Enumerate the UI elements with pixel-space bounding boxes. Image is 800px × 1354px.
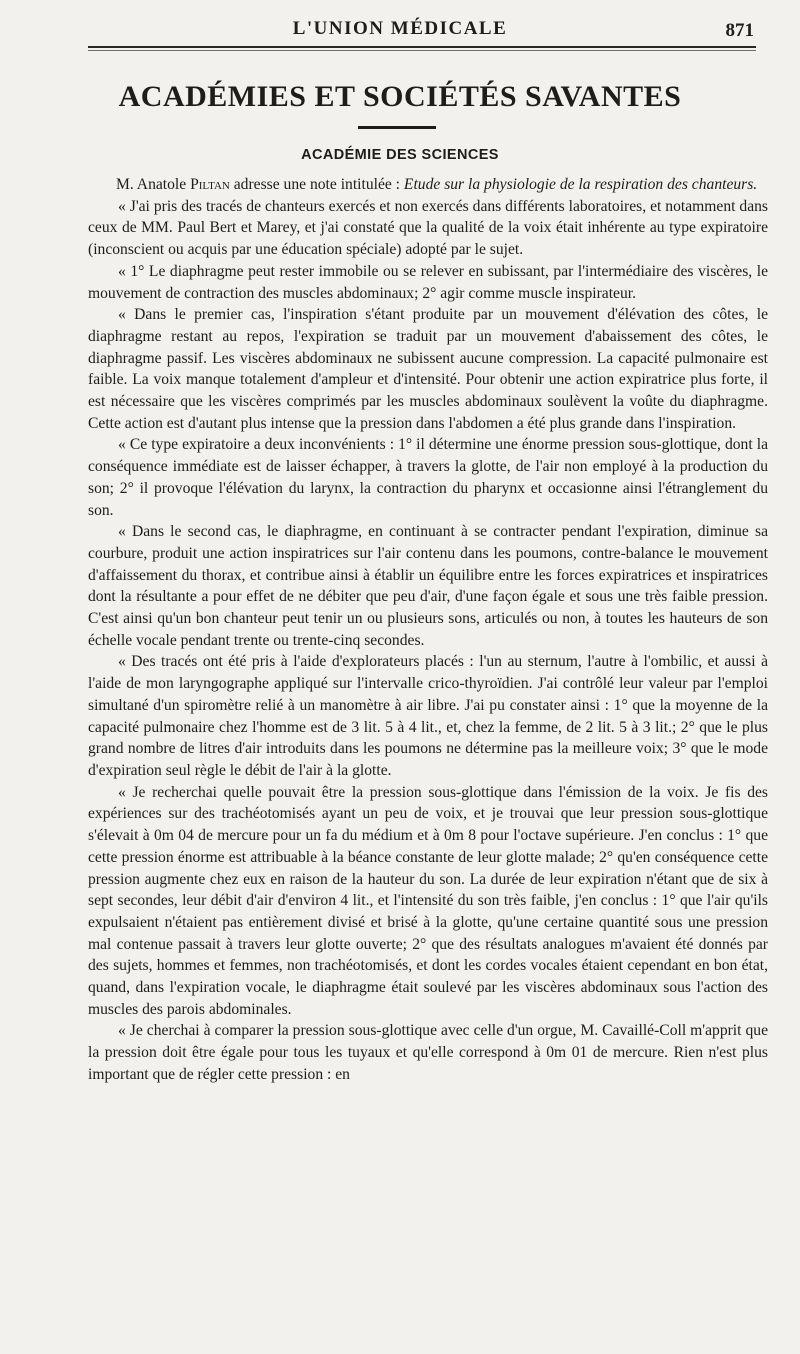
title-rule <box>358 126 436 129</box>
paragraph: « Des tracés ont été pris à l'aide d'explorateurs placés : l'un au sternum, l'autre à l'ombilic, et aussi à l'aide de mon laryngographe appliqué sur l'intervalle crico-thyroïdien. J'ai contrôlé leur valeur par l'emploi simultané d'un spiromètre relié à un manomètre à air libre. J'ai pu constater ainsi : 1° que la moyenne de la capacité pulmonaire chez l'homme est de 3 lit. 5 à 4 lit., et, chez la femme, de 2 lit. 5 à 3 lit.; 2° que le plus grand nombre de litres d'air introduits dans les poumons ne détermine pas la meilleure voix; 3° que le mode d'expiration seul règle le débit de l'air à la glotte. <box>88 653 768 779</box>
subsection-title: ACADÉMIE DES SCIENCES <box>301 147 499 163</box>
header-rule <box>88 46 756 48</box>
paragraph: « Dans le premier cas, l'inspiration s'étant produite par un mouvement d'élévation des côtes, le diaphragme restant au repos, l'expiration se traduit par un mouvement d'abaissement des côtes, le diaphragme passif. Les viscères abdominaux ne subissent aucune compression. La capacité pulmonaire est faible. La voix manque totalement d'ampleur et d'intensité. Pour obtenir une action expiratrice plus forte, il est nécessaire que les viscères comprimés par les muscles abdominaux soulèvent la voûte du diaphragme. Cette action est d'autant plus intense que la pression dans l'abdomen a été plus grande dans l'inspiration. <box>88 306 768 432</box>
section-title: ACADÉMIES ET SOCIÉTÉS SAVANTES <box>118 80 682 113</box>
running-head <box>0 18 800 48</box>
paragraph: « Je cherchai à comparer la pression sous-glottique avec celle d'un orgue, M. Cavaillé-Coll m'apprit que la pression doit être égale pour tous les tuyaux et qu'elle correspond à 0m 01 de mercure. Rien n'est plus important que de régler cette pression : en <box>88 1022 768 1083</box>
paragraph: « 1° Le diaphragme peut rester immobile ou se relever en subissant, par l'intermédiaire des viscères, le mouvement de contraction des muscles abdominaux; 2° agir comme muscle inspirateur. <box>88 262 768 302</box>
paragraph: « Ce type expiratoire a deux inconvénients : 1° il détermine une énorme pression sous-glottique, dont la conséquence immédiate est de laisser échapper, à travers la glotte, de l'air non employé à la production du son; 2° il provoque l'élévation du larynx, la contraction du pharynx et occasionne ainsi l'étranglement du son. <box>88 436 768 519</box>
page-number: 871 <box>725 20 754 41</box>
journal-title: L'UNION MÉDICALE <box>292 18 508 39</box>
paragraph: « J'ai pris des tracés de chanteurs exercés et non exercés dans différents laboratoires, et notamment dans ceux de MM. Paul Bert et Marey, et j'ai constaté que la qualité de la voix était inhérente au type expiratoire (inconscient ou acquis par une éducation spéciale) adopté par le sujet. <box>88 197 768 259</box>
header-rule-thin <box>88 50 756 51</box>
author-name: Piltan <box>190 176 230 193</box>
intro-paragraph <box>88 174 768 196</box>
intro-middle: adresse une note intitulée : <box>229 176 404 193</box>
paragraph: « Je recherchai quelle pouvait être la pression sous-glottique dans l'émission de la voix. Je fis des expériences sur des trachéotomisés ayant un peu de voix, et je trouvai que leur pression sous-glottique s'élevait à 0m 04 de mercure pour un fa du médium et à 0m 8 pour l'octave supérieure. J'en conclus : 1° que cette pression énorme est attribuable à la béance constante de leur glotte malade; 2° qu'en conséquence cette pression augmente chez eux en raison de la hauteur du son. La durée de leur expiration n'étant que de six à sept secondes, leur débit d'air d'environ 4 lit., et l'intensité du son très faible, j'en conclus : 1° que l'air qu'ils expulsaient n'étaient pas entièrement divisé et brisé à la glotte, qu'une certaine quantité sous une pression mal contenue passait à travers leur glotte ouverte; 2° que des résultats analogues m'avaient été donnés par des sujets, hommes et femmes, non trachéotomisés, et dont les cordes vocales étaient cependant en bon état, quand, dans l'expiration vocale, le diaphragme était soulevé par les viscères abdominaux sous l'action des muscles des parois abdominales. <box>88 783 768 1018</box>
article-body <box>88 174 768 1086</box>
intro-prefix: M. Anatole <box>116 176 191 193</box>
paragraph: « Dans le second cas, le diaphragme, en continuant à se contracter pendant l'expiration, diminue sa courbure, produit une action inspiratrices sur l'air contenu dans les poumons, contre-balance le mouvement d'affaissement du thorax, et contribue ainsi à établir un équilibre entre les forces expiratrices et inspiratrices dont la résultante a pour effet de ne débiter que peu d'air, d'une façon égale et sous une très faible pression. C'est ainsi qu'un bon chanteur peut tenir un ou plusieurs sons, articulés ou non, à toutes les hauteurs de son échelle vocale pendant trente ou trente-cinq secondes. <box>88 523 768 649</box>
paper-title: Etude sur la physiologie de la respiration des chanteurs. <box>403 176 758 193</box>
